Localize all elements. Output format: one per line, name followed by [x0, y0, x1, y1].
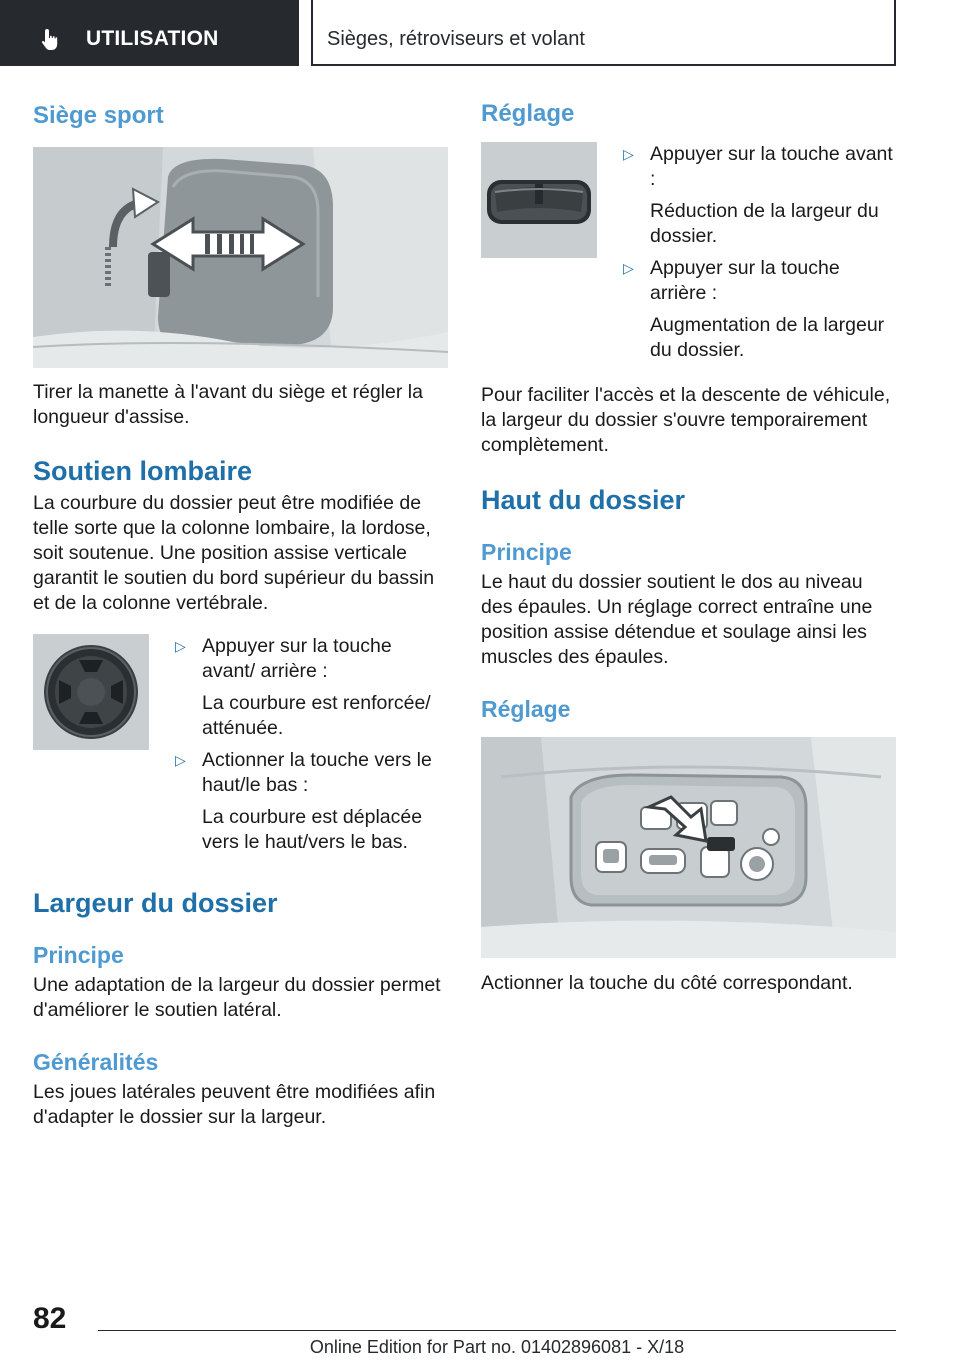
chapter-label: Sièges, rétroviseurs et volant	[327, 28, 585, 50]
lumbar-instructions	[175, 634, 448, 855]
largeur-principe-title: Principe	[33, 942, 124, 968]
list-item-text: Actionner la touche vers le haut/le bas :	[202, 749, 432, 796]
seat-controls-figure	[481, 737, 896, 958]
largeur-general-title: Généralités	[33, 1049, 159, 1075]
list-item	[623, 142, 896, 192]
largeur-title: Largeur du dossier	[33, 888, 278, 918]
width-button-figure	[481, 142, 597, 258]
haut-reglage-text: Actionner la touche du côté correspondant.	[481, 972, 853, 994]
triangle-bullet-icon: ▷	[175, 638, 186, 654]
list-item-text: Appuyer sur la touche arrière :	[650, 257, 840, 304]
reglage-text: Pour faciliter l'accès et la descente de véhicule, la largeur du dossier s'ouvre temporairement complètement.	[481, 384, 891, 456]
triangle-bullet-icon: ▷	[175, 752, 186, 768]
seat-length-figure	[33, 147, 448, 368]
width-adjust-row	[481, 142, 896, 363]
footer-edition: Online Edition for Part no. 01402896081 - X/18	[309, 1337, 685, 1357]
largeur-principe-text: Une adaptation de la largeur du dossier permet d'améliorer le soutien latéral.	[33, 974, 441, 1021]
soutien-title: Soutien lombaire	[33, 456, 253, 486]
section-tab	[0, 0, 299, 66]
list-item-subtext: La courbure est renforcée/ atténuée.	[202, 692, 431, 739]
largeur-general-text: Les joues latérales peuvent être modifiées afin d'adapter le dossier sur la largeur.	[33, 1081, 436, 1128]
triangle-bullet-icon: ▷	[623, 260, 634, 276]
left-column	[33, 100, 448, 1130]
list-item	[623, 256, 896, 306]
reglage-title: Réglage	[481, 100, 575, 127]
haut-title: Haut du dossier	[481, 485, 686, 515]
right-column	[481, 100, 896, 996]
lumbar-adjust-row	[33, 634, 448, 855]
list-item-text: Appuyer sur la touche avant :	[650, 143, 893, 190]
siege-sport-text: Tirer la manette à l'avant du siège et régler la longueur d'assise.	[33, 381, 423, 428]
siege-sport-title: Siège sport	[33, 102, 164, 129]
list-item	[175, 748, 448, 798]
haut-principe-text: Le haut du dossier soutient le dos au niveau des épaules. Un réglage correct entraîne une position assise détendue et soulage ainsi les muscles des épaules.	[481, 571, 873, 668]
list-item-subtext: La courbure est déplacée vers le haut/vers le bas.	[202, 806, 423, 853]
page-number: 82	[33, 1302, 67, 1335]
haut-reglage-title: Réglage	[481, 696, 571, 722]
chapter-tab	[311, 0, 896, 66]
section-label: UTILISATION	[86, 27, 219, 50]
hand-pointer-icon	[38, 27, 64, 53]
lumbar-button-figure	[33, 634, 149, 750]
haut-principe-title: Principe	[481, 539, 572, 565]
triangle-bullet-icon: ▷	[623, 146, 634, 162]
soutien-text: La courbure du dossier peut être modifiée de telle sorte que la colonne lombaire, la lordose, soit soutenue. Une position assise verticale garantit le soutien du bord supérieur du bassin et de la colonne vertébrale.	[33, 492, 435, 614]
list-item-text: Appuyer sur la touche avant/ arrière :	[202, 635, 392, 682]
list-item	[175, 634, 448, 684]
footer-divider	[98, 1330, 896, 1331]
list-item-subtext: Réduction de la largeur du dossier.	[650, 200, 879, 247]
page-header	[0, 0, 960, 66]
width-instructions	[623, 142, 896, 363]
list-item-subtext: Augmentation de la largeur du dossier.	[650, 314, 885, 361]
